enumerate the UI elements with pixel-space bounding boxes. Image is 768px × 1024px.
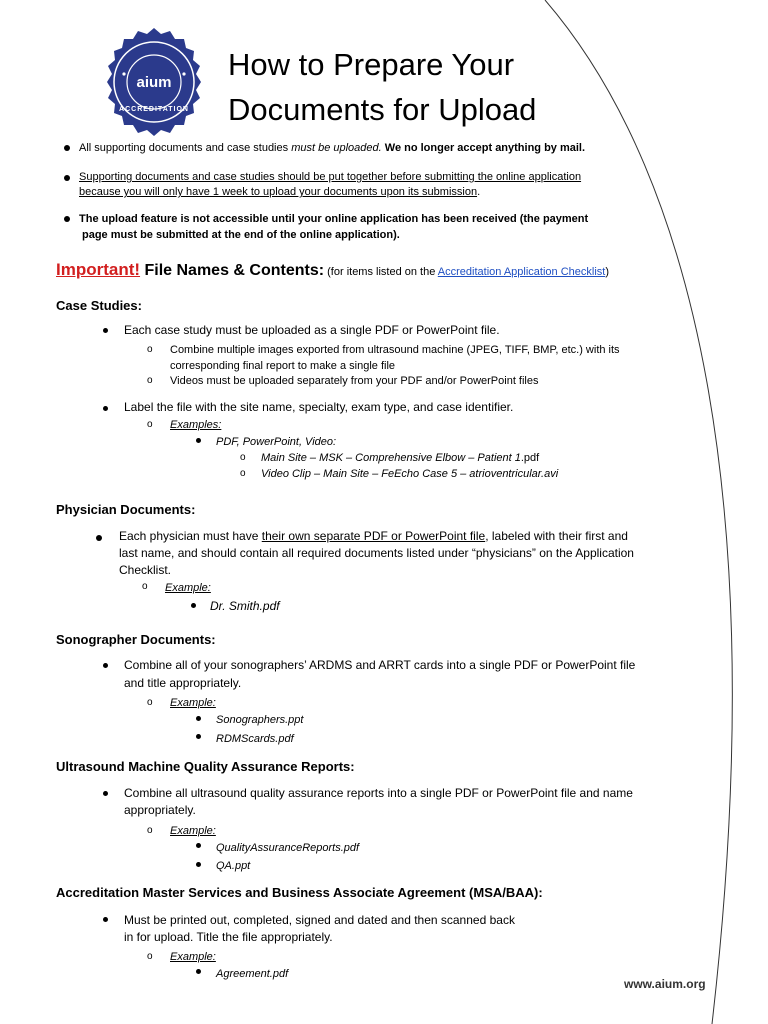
case-studies-example-2: Video Clip – Main Site – FeEcho Case 5 – atrioventricular.avi — [261, 468, 559, 480]
case-studies-heading: Case Studies: — [56, 298, 142, 313]
bullet-icon — [103, 917, 108, 922]
bullet-icon — [103, 791, 108, 796]
qa-line-1: Combine all ultrasound quality assurance reports into a single PDF or PowerPoint file and name — [124, 786, 633, 800]
case-studies-item-2: Label the file with the site name, specialty, exam type, and case identifier. — [124, 400, 514, 414]
bullet-icon — [96, 535, 102, 541]
page-title — [228, 42, 536, 132]
msa-heading: Accreditation Master Services and Business Associate Agreement (MSA/BAA): — [56, 885, 543, 900]
intro-item-2-line-2: because you will only have 1 week to upload your documents upon its submission. — [79, 186, 481, 198]
bullet-icon — [64, 175, 70, 181]
qa-example-2: QA.ppt — [216, 860, 251, 872]
important-heading: Important! File Names & Contents: (for items listed on the Accreditation Application Checklist) — [56, 260, 609, 279]
bullet-icon — [64, 216, 70, 222]
bullet-icon — [196, 438, 201, 443]
qa-example-label: Example: — [170, 825, 216, 837]
msa-example-1: Agreement.pdf — [216, 968, 289, 980]
circle-bullet-icon: o — [147, 951, 153, 962]
case-studies-sub-2: Videos must be uploaded separately from your PDF and/or PowerPoint files — [170, 375, 539, 387]
bullet-icon — [196, 734, 201, 739]
case-studies-examples-label: Examples: — [170, 419, 222, 431]
physician-example-label: Example: — [165, 582, 211, 594]
aium-accreditation-seal-logo — [98, 26, 210, 138]
bullet-icon — [196, 969, 201, 974]
circle-bullet-icon: o — [147, 697, 153, 708]
seal-ring-text: ACCREDITATION — [119, 106, 189, 113]
sonographer-example-1: Sonographers.ppt — [216, 714, 304, 726]
sonographer-line-1: Combine all of your sonographers’ ARDMS and ARRT cards into a single PDF or PowerPoint file — [124, 658, 636, 672]
seal-badge-text: aium — [136, 74, 172, 91]
circle-bullet-icon: o — [240, 468, 246, 479]
important-label: Important! — [56, 260, 141, 279]
circle-bullet-icon: o — [147, 419, 153, 430]
qa-example-1: QualityAssuranceReports.pdf — [216, 842, 360, 854]
footer-url[interactable]: www.aium.org — [624, 977, 706, 991]
msa-line-2: in for upload. Title the file appropriately. — [124, 930, 333, 944]
case-studies-example-1: Main Site – MSK – Comprehensive Elbow – Patient 1.pdf — [261, 452, 540, 464]
case-studies-item-1: Each case study must be uploaded as a single PDF or PowerPoint file. — [124, 323, 500, 337]
bullet-icon — [191, 603, 196, 608]
title-line-1: How to Prepare Your — [228, 47, 515, 82]
physician-line-1: Each physician must have their own separate PDF or PowerPoint file, labeled with their first and — [119, 529, 628, 543]
physician-line-3: Checklist. — [119, 563, 172, 577]
sonographer-line-2: and title appropriately. — [124, 676, 242, 690]
qa-heading: Ultrasound Machine Quality Assurance Reports: — [56, 759, 355, 774]
bullet-icon — [103, 328, 108, 333]
physician-heading: Physician Documents: — [56, 502, 196, 517]
bullet-icon — [196, 716, 201, 721]
case-studies-formats: PDF, PowerPoint, Video: — [216, 436, 337, 448]
msa-example-label: Example: — [170, 951, 216, 963]
sonographer-example-label: Example: — [170, 697, 216, 709]
msa-line-1: Must be printed out, completed, signed and dated and then scanned back — [124, 913, 515, 927]
qa-line-2: appropriately. — [124, 803, 196, 817]
circle-bullet-icon: o — [240, 452, 246, 463]
bullet-icon — [64, 145, 70, 151]
intro-item-3-line-1: The upload feature is not accessible until your online application has been received (the payment — [79, 213, 589, 225]
bullet-icon — [103, 406, 108, 411]
circle-bullet-icon: o — [147, 344, 153, 355]
case-studies-sub-1-line-2: corresponding final report to make a single file — [170, 360, 396, 372]
case-studies-sub-1-line-1: Combine multiple images exported from ultrasound machine (JPEG, TIFF, BMP, etc.) with its — [170, 344, 620, 356]
circle-bullet-icon: o — [147, 375, 153, 386]
sonographer-heading: Sonographer Documents: — [56, 632, 216, 647]
checklist-link[interactable]: Accreditation Application Checklist — [437, 266, 606, 278]
bullet-icon — [196, 862, 201, 867]
circle-bullet-icon: o — [147, 825, 153, 836]
intro-item-2-line-1: Supporting documents and case studies should be put together before submitting the online application — [79, 171, 582, 183]
title-line-2: Documents for Upload — [228, 92, 537, 127]
physician-line-2: last name, and should contain all required documents listed under “physicians” on the Application — [119, 546, 634, 560]
bullet-icon — [196, 843, 201, 848]
physician-example: Dr. Smith.pdf — [210, 599, 280, 613]
intro-item-1: All supporting documents and case studies must be uploaded. We no longer accept anything by mail. — [79, 142, 586, 154]
bullet-icon — [103, 663, 108, 668]
intro-item-3-line-2: page must be submitted at the end of the online application). — [82, 229, 400, 241]
circle-bullet-icon: o — [142, 581, 148, 592]
sonographer-example-2: RDMScards.pdf — [216, 733, 294, 745]
